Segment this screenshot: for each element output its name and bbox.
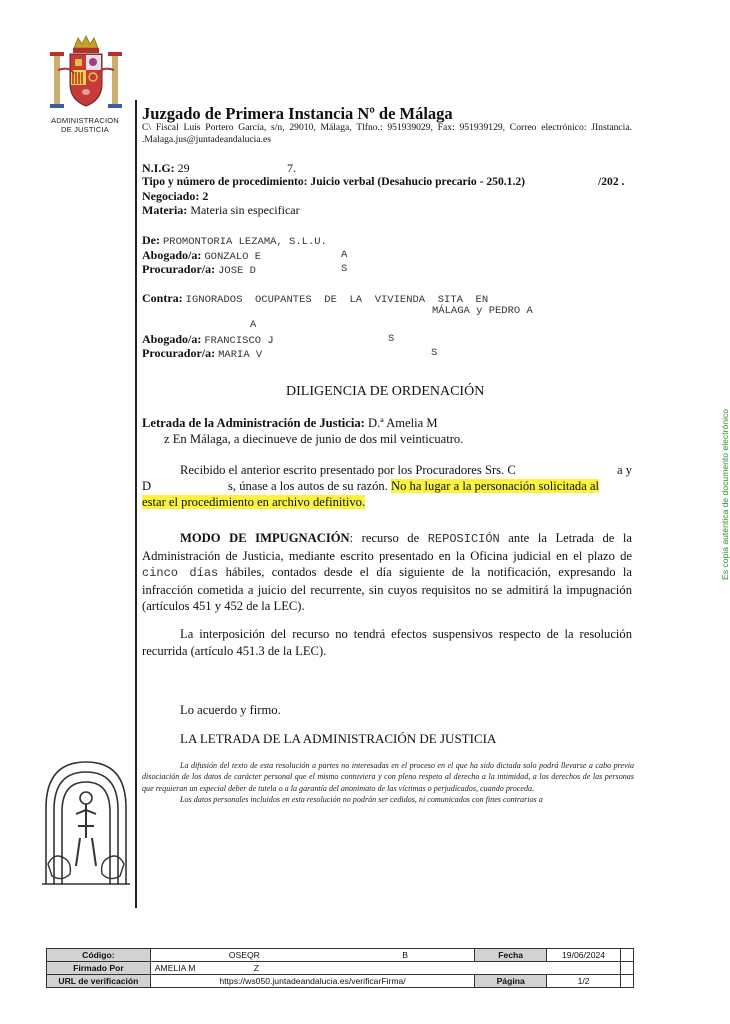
table-spacer [621, 962, 634, 975]
abogado-1-name: GONZALO E [204, 251, 262, 263]
table-spacer [621, 949, 634, 962]
firmado-value-a: AMELIA M [154, 963, 196, 973]
admin-label-line-2: DE JUSTICIA [60, 125, 110, 134]
junta-andalucia-emblem-icon [40, 756, 132, 892]
nig-line [142, 161, 190, 175]
letrada-label: Letrada de la Administración de Justicia: [142, 416, 365, 430]
highlighted-text-b: estar el procedimiento en archivo definitivo. [142, 495, 366, 509]
table-row [47, 962, 634, 975]
table-spacer [621, 975, 634, 988]
pagina-value: 1/2 [547, 975, 621, 988]
court-address: C\ Fiscal Luis Portero García, s/n, 29010, Málaga, Tlfno.: 951939029, Fax: 951939129, Correo electrónico: JInstancia. .Malaga.jus@juntadeandalucia.es [142, 122, 632, 145]
modo-label: MODO DE IMPUGNACIÓN [180, 531, 350, 545]
abogado-2-name: FRANCISCO J [204, 335, 274, 347]
coat-of-arms-icon [44, 34, 128, 118]
procurador-1-name: JOSE D [218, 265, 256, 277]
admin-label-line-1: ADMINISTRACION [51, 116, 119, 125]
modo-text-1: : recurso de [349, 531, 428, 545]
authentic-copy-sidebar [708, 380, 730, 580]
abogado-2-label: Abogado/a: [142, 332, 202, 346]
p1-line2-text: s, únase a los autos de su razón. [228, 479, 391, 493]
firmado-label: Firmado Por [47, 962, 151, 975]
p1-line2-start: D [142, 479, 152, 493]
privacy-notice-2: Los datos personales incluidos en esta resolución no podrán ser cedidos, ni comunicados con fines contrarios a [180, 794, 543, 804]
codigo-label: Código: [47, 949, 151, 962]
contra-value-line1: IGNORADOS OCUPANTES DE LA VIVIENDA SITA EN [185, 294, 489, 306]
abogado-2-surname: S [388, 333, 395, 345]
codigo-value [150, 949, 474, 962]
authentic-copy-text: Es copia auténtica de documento electrónico [720, 408, 730, 580]
signature-table [46, 948, 634, 988]
procurador-2-name: MARIA V [218, 349, 263, 361]
privacy-notice [142, 760, 634, 805]
acuerdo-line: Lo acuerdo y firmo. [180, 703, 281, 717]
contra-label: Contra: [142, 291, 183, 305]
p1-line1-text: Recibido el anterior escrito presentado por los Procuradores Srs. C [180, 463, 516, 477]
procurador-label: Procurador/a: [142, 262, 216, 276]
firmado-value-b: Z [253, 963, 260, 973]
procedure-type: Tipo y número de procedimiento: Juicio verbal (Desahucio precario - 250.1.2) [142, 175, 526, 188]
administration-label [40, 116, 130, 134]
contra-value-line2: MÁLAGA y PEDRO A [432, 305, 533, 317]
nig-value-a: 29 [177, 161, 190, 175]
procurador-2-surname: S [431, 347, 438, 359]
document-heading: DILIGENCIA DE ORDENACIÓN [286, 384, 485, 399]
contra-value-line3: A [250, 319, 257, 331]
paragraph-3: La interposición del recurso no tendrá efectos suspensivos respecto de la resolución recurrida (artículo 451.3 de la LEC). [142, 627, 632, 658]
letrada-line [142, 415, 632, 432]
de-label: De: [142, 233, 160, 247]
abogado-1-surname: A [341, 249, 348, 261]
codigo-value-b: B [402, 950, 408, 960]
nig-value-b: 7. [287, 161, 296, 175]
abogado-label: Abogado/a: [142, 248, 202, 262]
paragraph-1-line-3 [142, 494, 632, 511]
de-value: PROMONTORIA LEZAMA, S.L.U. [163, 236, 327, 248]
modo-text-2: ante la Letrada de la Administración de Justicia, mediante escrito presentado en la Oficina judicial en el plazo de [142, 531, 632, 563]
procedure-number: /202 . [598, 175, 625, 188]
modo-text-3: hábiles, contados desde el día siguiente de la notificación, expresando la infracción cometida a juicio del recurrente, sin cuyos requisitos no se admitirá la impugnación (artículos 451 y 452 de la LEC). [142, 565, 632, 613]
url-value[interactable]: https://ws050.juntadeandalucia.es/verificarFirma/ [150, 975, 474, 988]
highlighted-text-a: No ha lugar a la personación solicitada al [390, 479, 600, 493]
letrada-name: D.ª Amelia M [364, 416, 438, 430]
nig-label: N.I.G: [142, 161, 175, 175]
date-line: z En Málaga, a diecinueve de junio de dos mil veinticuatro. [164, 432, 464, 446]
fecha-value: 19/06/2024 [547, 949, 621, 962]
procurador-1-surname: S [341, 263, 348, 275]
firmado-value [150, 962, 620, 975]
paragraph-1-line-1 [180, 462, 632, 479]
modo-reposicion: REPOSICIÓN [427, 532, 500, 546]
fecha-label: Fecha [475, 949, 547, 962]
procurador-2-label: Procurador/a: [142, 346, 216, 360]
procurador-2-line [142, 346, 262, 362]
pagina-label: Página [475, 975, 547, 988]
paragraph-1-line-2b [228, 478, 634, 495]
impugnacion-paragraph [142, 530, 632, 615]
materia-label: Materia: [142, 203, 188, 217]
table-row [47, 949, 634, 962]
court-title: Juzgado de Primera Instancia Nº de Málaga [142, 104, 453, 123]
table-row [47, 975, 634, 988]
de-line [142, 233, 327, 249]
url-label: URL de verificación [47, 975, 151, 988]
materia-value: Materia sin especificar [190, 203, 300, 217]
codigo-value-a: OSEQR [228, 950, 260, 960]
p1-line1-end: a y [616, 463, 632, 477]
negociado: Negociado: 2 [142, 189, 209, 203]
materia-line [142, 203, 300, 217]
procurador-1-line [142, 262, 256, 278]
signature-title: LA LETRADA DE LA ADMINISTRACIÓN DE JUSTICIA [180, 731, 497, 746]
margin-rule [135, 100, 137, 908]
modo-cinco-dias: cinco días [142, 566, 219, 580]
privacy-notice-1: La difusión del texto de esta resolución a partes no interesadas en el proceso en el que ha sido dictada solo podrá llevarse a cabo previa disociación de los datos de carácter personal que el mismo contuviera y con pleno respeto al derecho a la intimidad, a los derechos de las personas que requieran un especial deber de tutela o a la garantía del anonimato de las víctimas o perjudicados, cuando proceda. [142, 761, 634, 793]
